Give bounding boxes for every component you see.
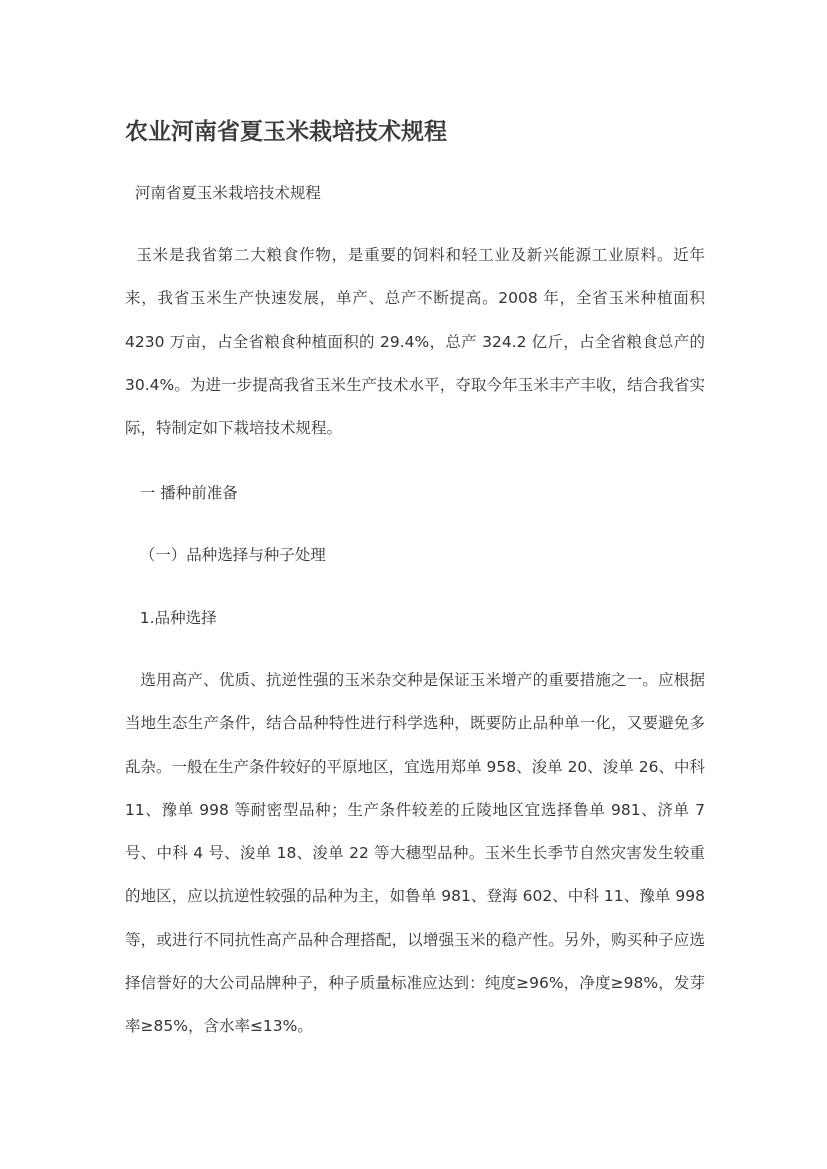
- intro-text: 玉米是我省第二大粮食作物，是重要的饲料和轻工业及新兴能源工业原料。近年来，我省玉米生产快速发展，单产、总产不断提高。2008 年，全省玉米种植面积 4230 万亩，占全省粮食种植面积的 29.4%，总产 324.2 亿斤，占全省粮食总产的 30.4%。为进一步提高我省玉米生产技术水平，夺取今年玉米丰产丰收，结合我省实际，特制定如下栽培技术规程。: [125, 246, 705, 438]
- subsection-heading: [125, 534, 705, 577]
- item-body-text: 选用高产、优质、抗逆性强的玉米杂交种是保证玉米增产的重要措施之一。应根据当地生态生产条件，结合品种特性进行科学选种，既要防止品种单一化，又要避免多乱杂。一般在生产条件较好的平原地区，宜选用郑单 958、浚单 20、浚单 26、中科 11、豫单 998 等耐密型品种；生产条件较差的丘陵地区宜选择鲁单 981、济单 7 号、中科 4 号、浚单 18、浚单 22 等大穗型品种。玉米生长季节自然灾害发生较重的地区，应以抗逆性较强的品种为主，如鲁单 981、登海 602、中科 11、豫单 998 等，或进行不同抗性高产品种合理搭配，以增强玉米的稳产性。另外，购买种子应选择信誉好的大公司品牌种子，种子质量标准应达到：纯度≥96%，净度≥98%，发芽率≥85%，含水率≤13%。: [125, 671, 705, 1036]
- item-heading: [125, 597, 705, 640]
- document-title: 农业河南省夏玉米栽培技术规程: [125, 118, 447, 145]
- subsection-heading-text: （一）品种选择与种子处理: [139, 546, 326, 564]
- document-subtitle-text: 河南省夏玉米栽培技术规程: [134, 184, 321, 202]
- section-heading: [125, 472, 705, 515]
- document-subtitle: [125, 172, 705, 215]
- item-body-paragraph: [125, 659, 705, 1049]
- item-heading-text: 1.品种选择: [139, 609, 217, 627]
- section-heading-text: 一 播种前准备: [139, 484, 238, 502]
- intro-paragraph: [125, 234, 705, 450]
